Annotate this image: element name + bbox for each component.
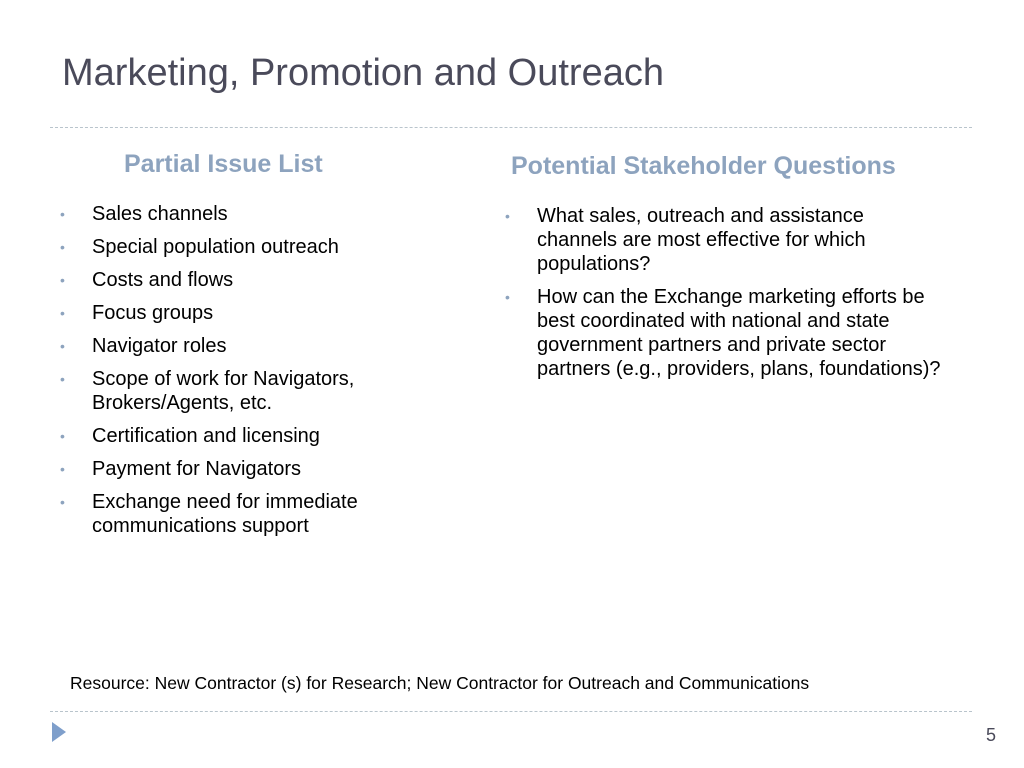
left-column-heading: Partial Issue List xyxy=(124,150,323,178)
list-item-text: Costs and flows xyxy=(92,269,234,291)
bullet-icon: • xyxy=(60,239,65,255)
list-item xyxy=(60,334,420,358)
list-item xyxy=(60,367,420,415)
list-item xyxy=(505,204,945,276)
bullet-icon: • xyxy=(60,206,65,222)
bullet-icon: • xyxy=(60,338,65,354)
list-item xyxy=(60,268,420,292)
list-item-text: Payment for Navigators xyxy=(92,458,301,480)
list-item xyxy=(505,285,945,381)
list-item xyxy=(60,424,420,448)
bullet-icon: • xyxy=(505,208,510,224)
list-item-text: Special population outreach xyxy=(92,236,339,258)
page-number: 5 xyxy=(985,725,996,745)
list-item-text: Certification and licensing xyxy=(92,425,320,447)
list-item-text: Focus groups xyxy=(92,302,214,324)
bullet-icon: • xyxy=(60,428,65,444)
list-item xyxy=(60,301,420,325)
list-item xyxy=(60,490,420,538)
bullet-icon: • xyxy=(60,494,65,510)
list-item xyxy=(60,457,420,481)
list-item-text: What sales, outreach and assistance channels are most effective for which populations? xyxy=(537,205,866,275)
stakeholder-question-list xyxy=(505,204,945,390)
right-column-heading: Potential Stakeholder Questions xyxy=(511,152,896,180)
slide-title: Marketing, Promotion and Outreach xyxy=(62,52,664,94)
list-item-text: Scope of work for Navigators, Brokers/Agents, etc. xyxy=(92,368,355,414)
resource-note: Resource: New Contractor (s) for Research; New Contractor for Outreach and Communications xyxy=(70,673,810,693)
list-item xyxy=(60,202,420,226)
bullet-icon: • xyxy=(60,305,65,321)
list-item-text: Exchange need for immediate communications support xyxy=(92,491,358,537)
issue-list xyxy=(60,202,420,547)
bullet-icon: • xyxy=(60,272,65,288)
title-divider xyxy=(50,127,972,128)
bullet-icon: • xyxy=(60,461,65,477)
list-item-text: Navigator roles xyxy=(92,335,227,357)
footer-divider xyxy=(50,711,972,712)
bullet-icon: • xyxy=(505,289,510,305)
list-item-text: Sales channels xyxy=(92,203,228,225)
list-item xyxy=(60,235,420,259)
bullet-icon: • xyxy=(60,371,65,387)
play-arrow-icon xyxy=(52,722,66,742)
list-item-text: How can the Exchange marketing efforts be best coordinated with national and state government partners and private sector partners (e.g., providers, plans, foundations)? xyxy=(537,286,941,380)
